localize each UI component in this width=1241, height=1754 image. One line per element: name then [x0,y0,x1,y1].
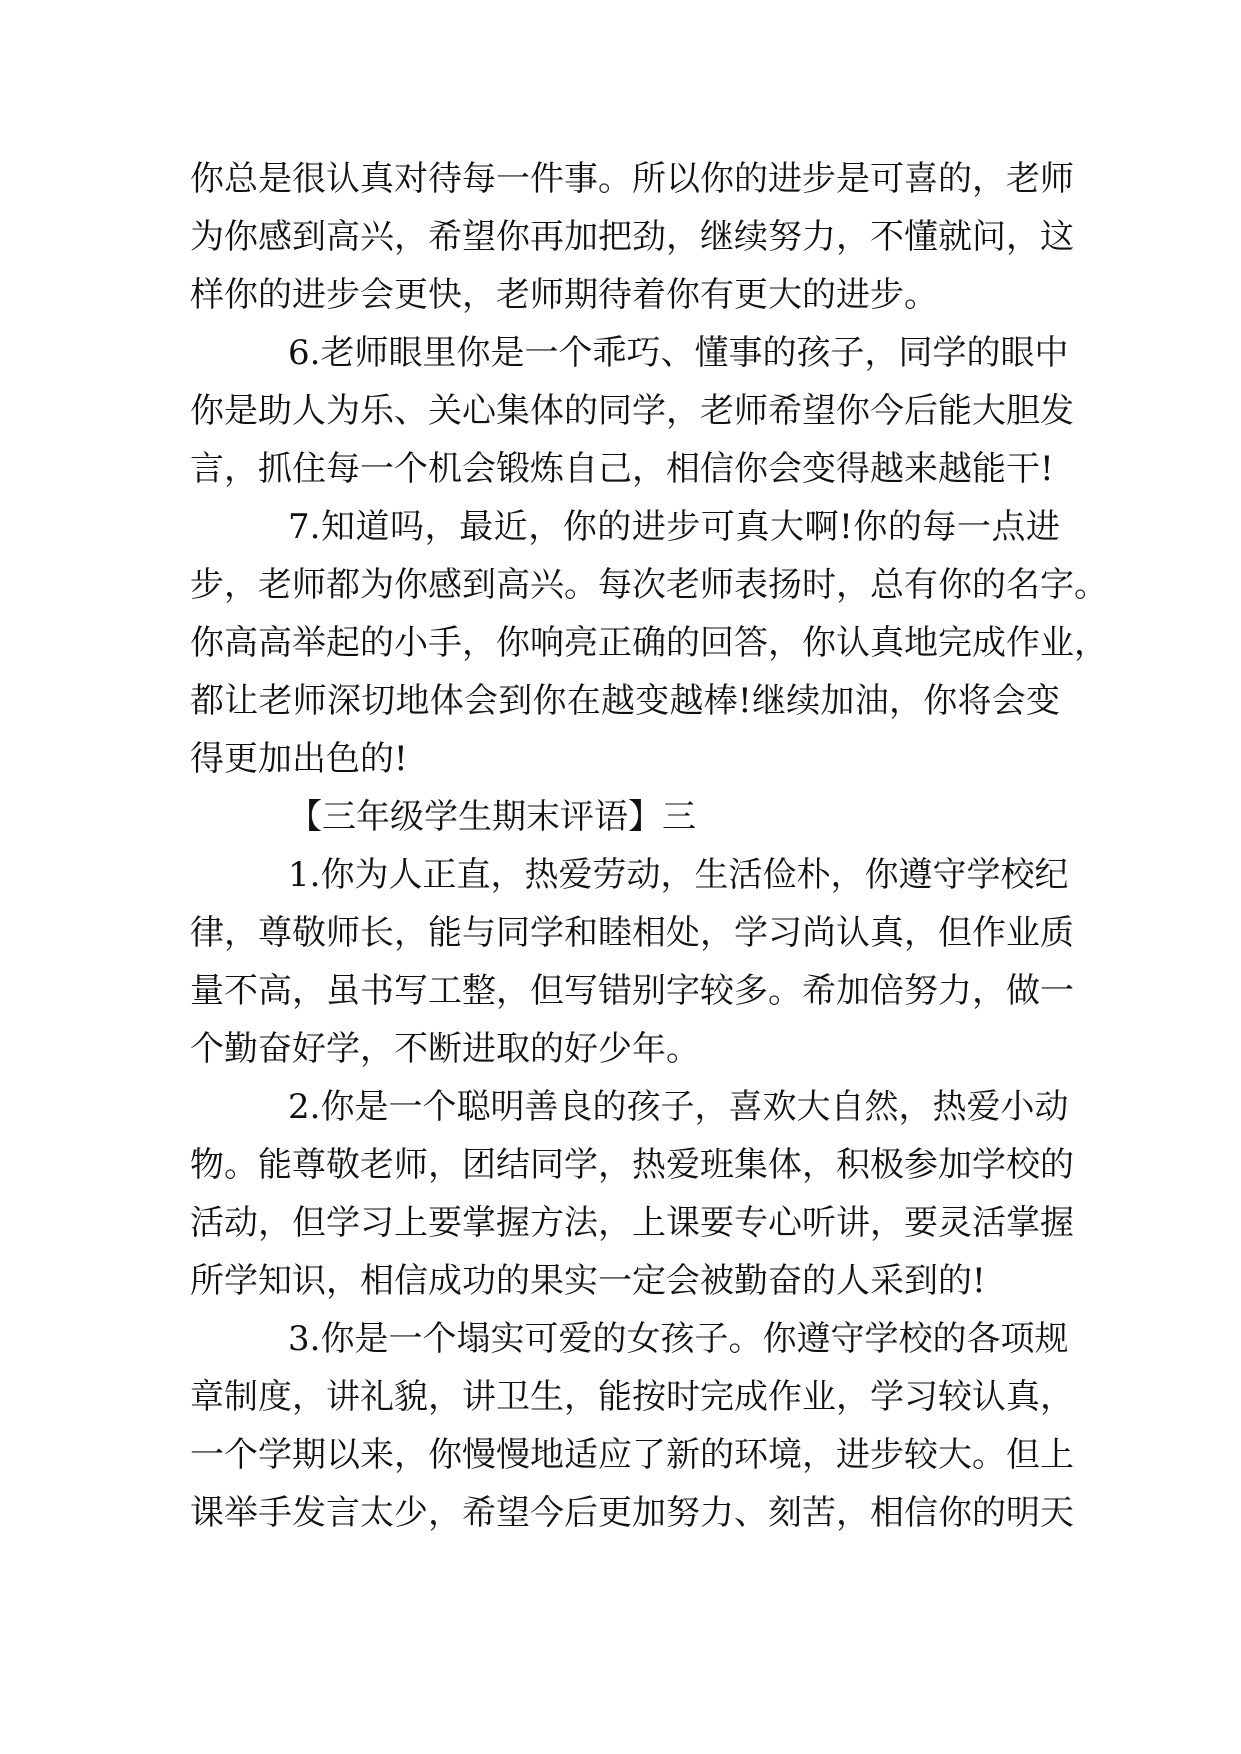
document-body [190,150,1108,1542]
text-line: 你总是很认真对待每一件事。所以你的进步是可喜的，老师 [190,159,1074,199]
text-line: 一个学期以来，你慢慢地适应了新的环境，进步较大。但上 [190,1435,1074,1475]
text-line: 步，老师都为你感到高兴。每次老师表扬时，总有你的名字。 [190,565,1108,605]
text-line: 你高高举起的小手，你响亮正确的回答，你认真地完成作业， [190,623,1108,663]
text-line: 你是助人为乐、关心集体的同学，老师希望你今后能大胆发 [190,391,1074,431]
text-line: 样你的进步会更快，老师期待着你有更大的进步。 [190,275,938,315]
text-line: 1.你为人正直，热爱劳动，生活俭朴，你遵守学校纪 [288,855,1069,895]
text-line: 个勤奋好学，不断进取的好少年。 [190,1029,700,1069]
text-line: 都让老师深切地体会到你在越变越棒!继续加油，你将会变 [190,681,1060,721]
text-line: 6.老师眼里你是一个乖巧、懂事的孩子，同学的眼中 [288,333,1069,373]
text-line: 所学知识，相信成功的果实一定会被勤奋的人采到的! [190,1261,986,1301]
text-line: 物。能尊敬老师，团结同学，热爱班集体，积极参加学校的 [190,1145,1074,1185]
text-line: 课举手发言太少，希望今后更加努力、刻苦，相信你的明天 [190,1493,1074,1533]
text-line: 章制度，讲礼貌，讲卫生，能按时完成作业，学习较认真， [190,1377,1074,1417]
text-line: 为你感到高兴，希望你再加把劲，继续努力，不懂就问，这 [190,217,1074,257]
text-line: 量不高，虽书写工整，但写错别字较多。希加倍努力，做一 [190,971,1074,1011]
text-line: 得更加出色的! [190,739,408,779]
text-line: 3.你是一个塌实可爱的女孩子。你遵守学校的各项规 [288,1319,1069,1359]
text-line: 言，抓住每一个机会锻炼自己，相信你会变得越来越能干! [190,449,1054,489]
text-line: 2.你是一个聪明善良的孩子，喜欢大自然，热爱小动 [288,1087,1069,1127]
text-line: 7.知道吗，最近，你的进步可真大啊!你的每一点进 [288,507,1060,547]
text-line: 律，尊敬师长，能与同学和睦相处，学习尚认真，但作业质 [190,913,1074,953]
text-line: 活动，但学习上要掌握方法，上课要专心听讲，要灵活掌握 [190,1203,1074,1243]
section-heading: 【三年级学生期末评语】三 [288,797,696,837]
